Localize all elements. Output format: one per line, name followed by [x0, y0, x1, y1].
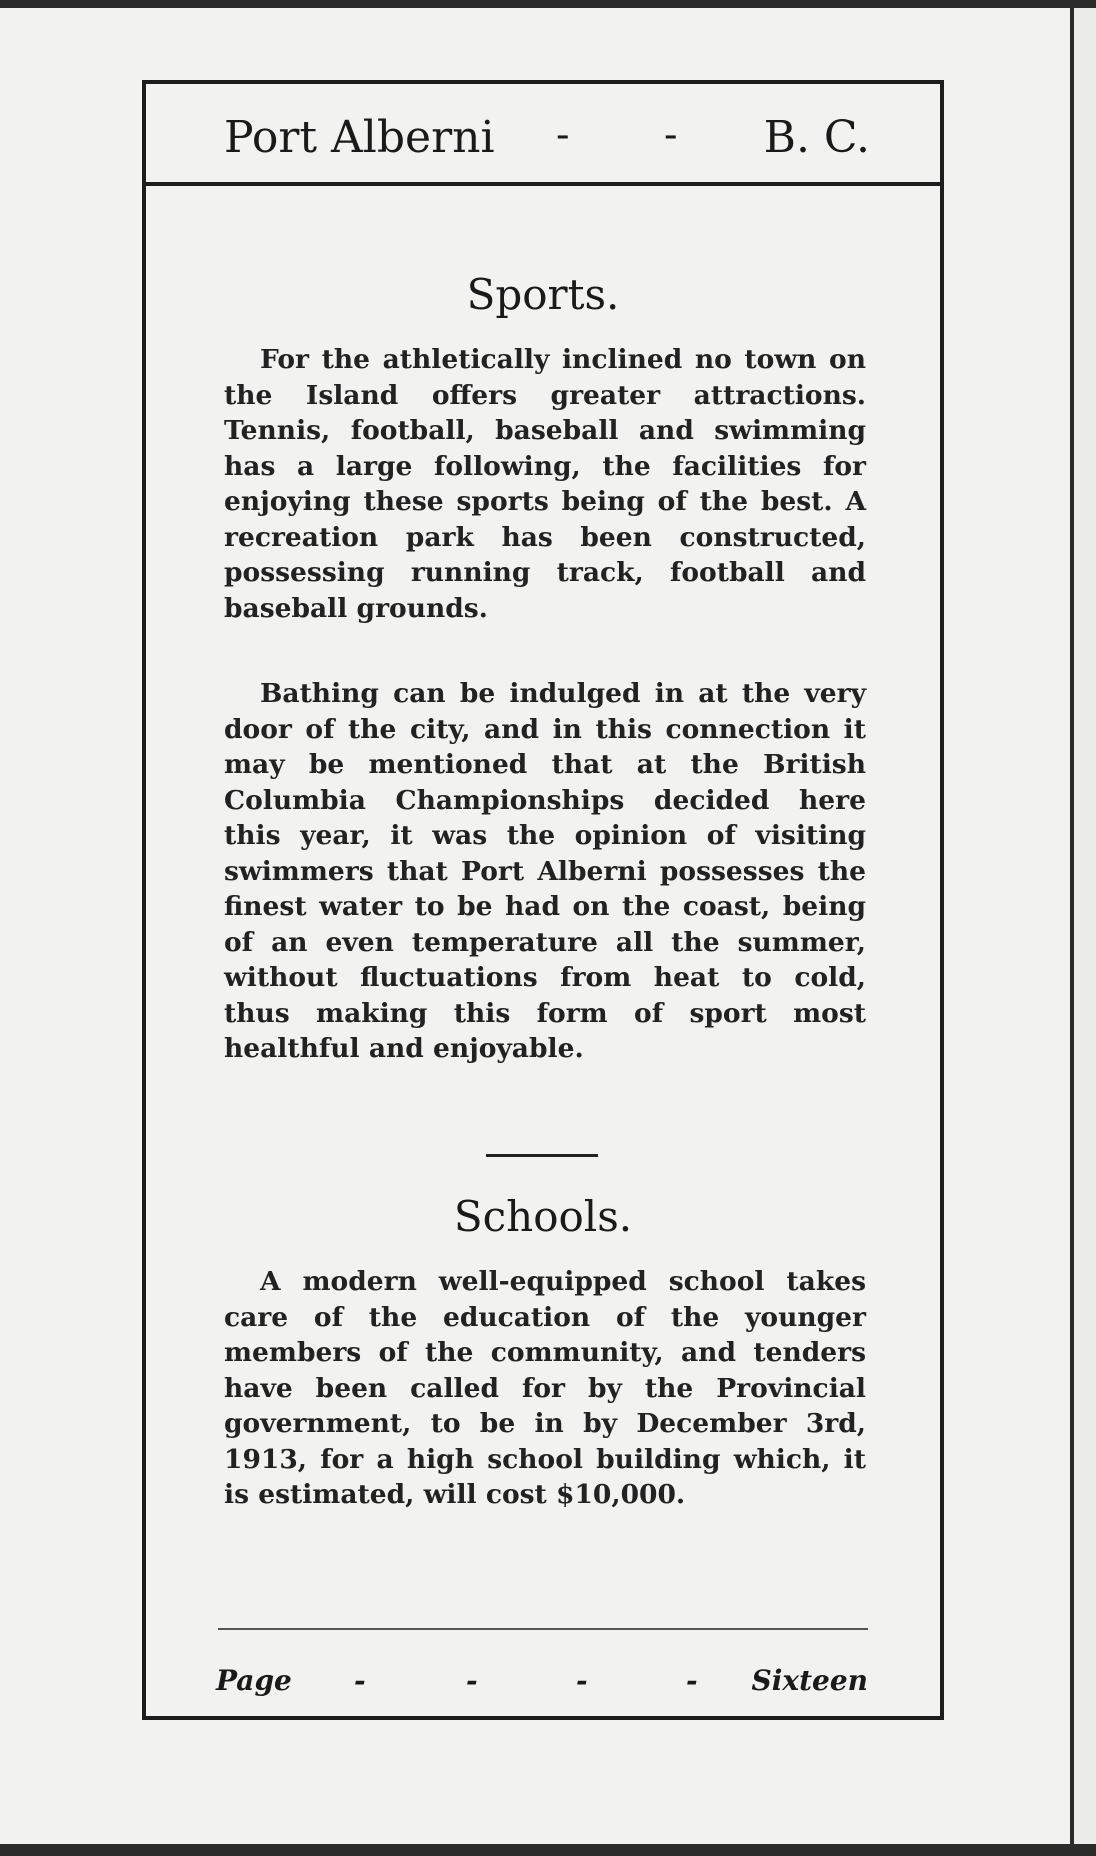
sports-paragraph-1: For the athletically inclined no town on the Island offers greater attractions. Tennis, football, baseball and swimming has a large following, the facilities for enjoying these sports being of the best. A recreation park has been constructed, possessing running track, football and baseball grounds.	[224, 344, 866, 624]
sports-heading: Sports.	[466, 270, 620, 319]
header-place: Port Alberni	[224, 112, 495, 163]
adjacent-page-edge	[1074, 8, 1096, 1844]
running-header	[146, 84, 940, 186]
page-frame	[142, 80, 944, 1720]
section-divider	[486, 1154, 598, 1157]
footer-dash: -	[686, 1664, 698, 1697]
footer-page-label: Page	[216, 1664, 292, 1697]
footer-rule	[218, 1628, 868, 1630]
header-dash: -	[556, 112, 570, 158]
schools-paragraph: A modern well-equipped school takes care of the education of the younger members of the community, and tenders have been called for by the Provincial government, to be in by December 3rd, 1913, for a high school building which, it is estimated, will cost $10,000.	[224, 1266, 866, 1510]
sports-paragraph-2: Bathing can be indulged in at the very door of the city, and in this connection it may be mentioned that at the British Columbia Championships decided here this year, it was the opinion of visiting swimmers that Port Alberni possesses the finest water to be had on the coast, being of an even temperature all the summer, without fluctuations from heat to cold, thus making this form of sport most healthful and enjoyable.	[224, 678, 866, 1064]
footer-dash: -	[354, 1664, 366, 1697]
header-dash: -	[664, 112, 678, 158]
footer-page-number: Sixteen	[751, 1664, 868, 1697]
footer-dash: -	[466, 1664, 478, 1697]
header-province: B. C.	[763, 112, 870, 163]
schools-heading: Schools.	[453, 1192, 633, 1241]
footer-dash: -	[576, 1664, 588, 1697]
